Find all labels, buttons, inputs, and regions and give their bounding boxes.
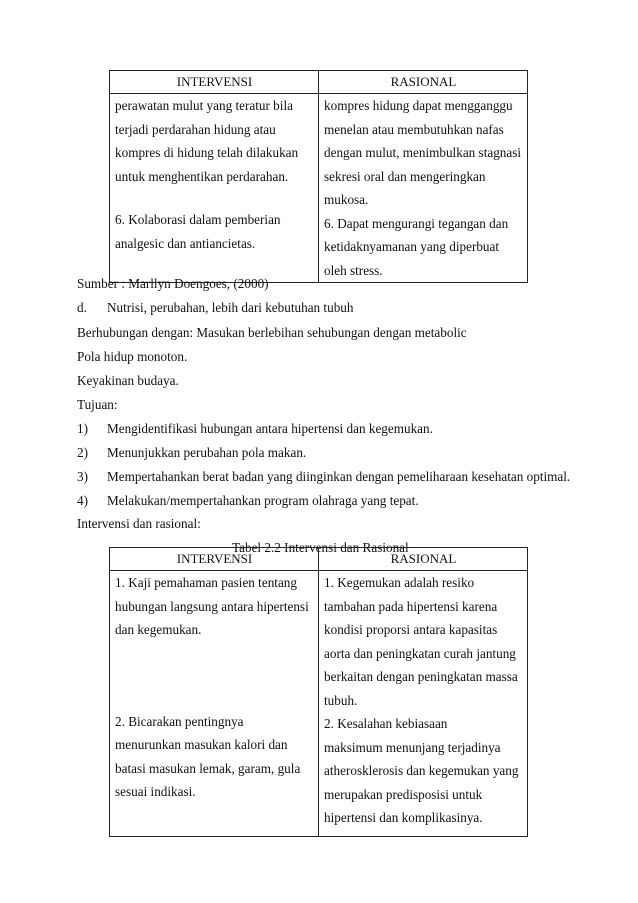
table2-rasional-cell — [319, 571, 528, 837]
cell-text: aorta dan peningkatan curah jantung — [324, 645, 516, 661]
cell-text: mukosa. — [324, 192, 369, 207]
cell-text: untuk menghentikan perdarahan. — [115, 168, 289, 184]
diagnosis-title: Nutrisi, perubahan, lebih dari kebutuhan tubuh — [107, 300, 354, 315]
goal-text: Melakukan/mempertahankan program olahraga yang tepat. — [107, 493, 419, 508]
goal-number: 1) — [77, 421, 88, 436]
cell-text: 6. Kolaborasi dalam pemberian — [115, 212, 281, 227]
cell-text: menurunkan masukan kalori dan — [115, 737, 288, 752]
cell-text: sesuai indikasi. — [115, 784, 196, 799]
related-factor-pola: Pola hidup monoton. — [77, 349, 188, 364]
cell-text: atherosklerosis dan kegemukan yang — [324, 763, 519, 778]
cell-text: 1. Kaji pemahaman pasien tentang — [115, 575, 297, 590]
related-factor-keyakinan: Keyakinan budaya. — [77, 373, 179, 388]
cell-text: kondisi proporsi antara kapasitas — [324, 622, 498, 637]
cell-text: oleh stress. — [324, 262, 383, 278]
cell-text: terjadi perdarahan hidung atau — [115, 121, 276, 137]
table1-header-intervensi: INTERVENSI — [110, 71, 319, 94]
cell-text: maksimum menunjang terjadinya — [324, 739, 501, 755]
cell-text: sekresi oral dan mengeringkan — [324, 168, 486, 184]
cell-text: merupakan predisposisi untuk — [324, 786, 483, 802]
intervention-table-2 — [109, 547, 528, 837]
table1-rasional-cell — [319, 94, 528, 283]
cell-text: hipertensi dan komplikasinya. — [324, 810, 483, 825]
goal-text: Mengidentifikasi hubungan antara hipertensi dan kegemukan. — [107, 421, 433, 436]
table2-header-intervensi: INTERVENSI — [110, 548, 319, 571]
cell-text: 2. Kesalahan kebiasaan — [324, 716, 448, 731]
cell-text: menelan atau membutuhkan nafas — [324, 121, 504, 137]
cell-text: perawatan mulut yang teratur bila — [115, 98, 293, 113]
cell-text: kompres hidung dapat mengganggu — [324, 98, 513, 113]
goals-heading: Tujuan: — [77, 397, 118, 412]
cell-text: hubungan langsung antara hipertensi — [115, 598, 309, 614]
cell-text: dengan mulut, menimbulkan stagnasi — [324, 145, 522, 160]
table-row — [110, 571, 528, 837]
table1-intervensi-cell — [110, 94, 319, 283]
goal-number: 4) — [77, 493, 88, 508]
diagnosis-letter: d. — [77, 300, 87, 315]
cell-text: batasi masukan lemak, garam, gula — [115, 760, 301, 776]
cell-text: 2. Bicarakan pentingnya — [115, 713, 244, 729]
goal-number: 3) — [77, 469, 88, 484]
cell-text: tambahan pada hipertensi karena — [324, 598, 498, 614]
intervention-heading: Intervensi dan rasional: — [77, 516, 201, 531]
cell-text: tubuh. — [324, 692, 358, 708]
goal-text: Mempertahankan berat badan yang diinginkan dengan pemeliharaan kesehatan optimal. — [107, 469, 571, 484]
related-factors: Berhubungan dengan: Masukan berlebihan sehubungan dengan metabolic — [77, 325, 467, 340]
goal-text: Menunjukkan perubahan pola makan. — [107, 445, 307, 460]
goal-number: 2) — [77, 445, 88, 460]
cell-text: 6. Dapat mengurangi tegangan dan — [324, 215, 509, 231]
cell-text: dan kegemukan. — [115, 622, 202, 637]
cell-text: 1. Kegemukan adalah resiko — [324, 575, 475, 590]
table-row — [110, 94, 528, 283]
table1-header-rasional: RASIONAL — [319, 71, 528, 94]
table2-header-rasional: RASIONAL — [319, 548, 528, 571]
source-citation: Sumber : Marllyn Doengoes, (2000) — [77, 276, 269, 291]
table2-intervensi-cell — [110, 571, 319, 837]
cell-text: kompres di hidung telah dilakukan — [115, 145, 299, 160]
cell-text: ketidaknyamanan yang diperbuat — [324, 239, 500, 254]
cell-text: berkaitan dengan peningkatan massa — [324, 669, 518, 684]
cell-text: analgesic dan antiancietas. — [115, 235, 256, 251]
table-caption: Tabel 2.2 Intervensi dan Rasional — [232, 540, 409, 555]
intervention-table-1 — [109, 70, 528, 283]
